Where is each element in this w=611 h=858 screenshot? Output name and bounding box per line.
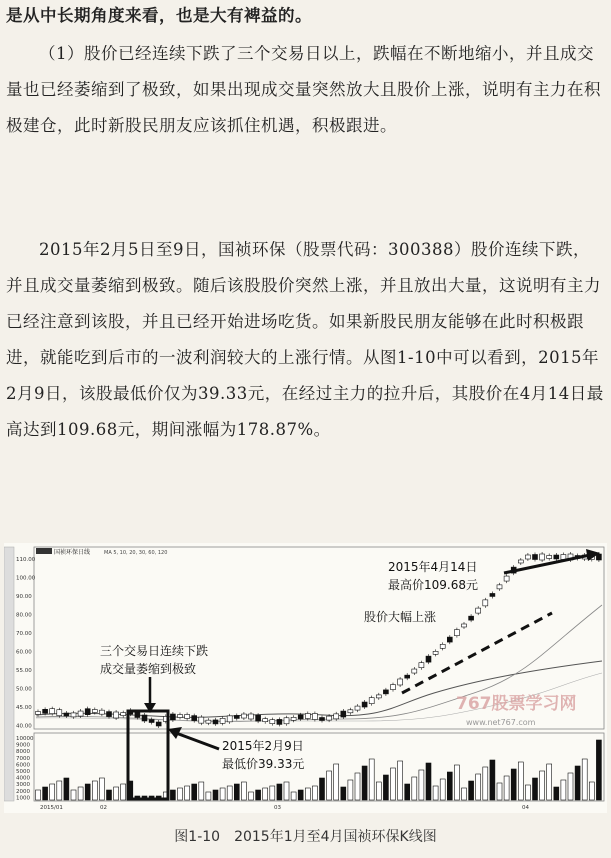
price-tick-label: 40.00 <box>16 723 32 730</box>
candle <box>78 711 83 716</box>
volume-bar <box>249 792 254 800</box>
volume-bar <box>199 782 204 800</box>
volume-tick-label: 5000 <box>16 769 30 775</box>
volume-bar <box>43 787 48 800</box>
annotation-rise: 股价大幅上涨 <box>364 610 437 624</box>
candle <box>547 556 552 559</box>
volume-tick-label: 1000 <box>16 795 30 802</box>
volume-bar <box>454 765 459 800</box>
volume-bars <box>36 740 602 800</box>
price-tick-label: 55.00 <box>16 668 32 674</box>
price-tick-label: 45.00 <box>16 705 32 711</box>
candle <box>284 718 289 724</box>
candle <box>540 554 545 560</box>
volume-bar <box>213 790 218 800</box>
text-line-0: 是从中长期角度来看，也是大有裨益的。 <box>6 6 312 25</box>
candle <box>234 715 239 718</box>
volume-bar <box>490 760 495 800</box>
candle <box>298 715 303 719</box>
candle <box>320 718 325 721</box>
candle <box>525 555 530 559</box>
candle <box>199 717 204 723</box>
price-tick-label: 70.00 <box>16 631 32 637</box>
candle <box>440 644 445 648</box>
annotation-low-date: 2015年2月9日 <box>222 739 304 753</box>
candle <box>533 555 538 560</box>
volume-bar <box>497 783 502 800</box>
volume-bar <box>64 778 69 800</box>
candle <box>462 624 467 627</box>
volume-bar <box>362 766 367 800</box>
volume-bar <box>71 790 76 800</box>
volume-bar <box>540 771 545 800</box>
volume-bar <box>483 767 488 800</box>
candle <box>178 715 183 718</box>
volume-bar <box>36 790 41 800</box>
volume-bar <box>554 787 559 800</box>
volume-bar <box>107 790 112 800</box>
volume-bar <box>596 740 601 800</box>
volume-bar <box>50 784 55 800</box>
volume-bar <box>525 785 530 800</box>
watermark-url: www.net767.com <box>466 718 536 727</box>
candle <box>71 713 76 717</box>
volume-bar <box>533 778 538 800</box>
volume-bar <box>170 790 175 800</box>
volume-bar <box>433 786 438 800</box>
volume-bar <box>256 790 261 800</box>
volume-bar <box>462 788 467 800</box>
volume-bar <box>320 778 325 800</box>
date-tick-label: 04 <box>522 805 529 811</box>
candle <box>483 600 488 606</box>
volume-bar <box>121 784 126 800</box>
candle <box>490 593 495 596</box>
candle <box>327 716 332 720</box>
candle <box>206 720 211 723</box>
volume-bar <box>284 782 289 800</box>
volume-bar <box>99 778 104 800</box>
volume-bar <box>412 777 417 800</box>
volume-tick-label: 4000 <box>16 775 30 782</box>
volume-bar <box>185 786 190 800</box>
price-tick-label: 50.00 <box>16 686 32 693</box>
candle <box>156 722 161 726</box>
candle <box>220 718 225 723</box>
volume-bar <box>192 784 197 800</box>
volume-bar <box>391 768 396 800</box>
candle <box>185 714 190 718</box>
volume-bar <box>312 786 317 800</box>
candle <box>43 709 48 713</box>
candle <box>334 714 339 719</box>
candle <box>348 710 353 713</box>
volume-bar <box>398 761 403 800</box>
kline-figure <box>4 543 607 813</box>
candle <box>270 720 275 724</box>
date-tick-label: 2015/01 <box>40 805 63 811</box>
volume-bar <box>234 784 239 800</box>
candle <box>405 675 410 678</box>
candle <box>497 585 502 589</box>
candle <box>149 720 154 723</box>
candle <box>263 719 268 722</box>
candle <box>355 706 360 710</box>
volume-bar <box>518 762 523 800</box>
volume-bar <box>291 792 296 800</box>
volume-bar <box>511 769 516 800</box>
volume-tick-label: 8000 <box>16 749 30 756</box>
price-tick-label: 100.00 <box>16 575 36 582</box>
candle <box>249 714 254 719</box>
volume-bar <box>305 788 310 800</box>
volume-bar <box>376 782 381 800</box>
volume-tick-label: 6000 <box>16 762 30 769</box>
candle <box>504 576 509 581</box>
candle <box>376 695 381 698</box>
volume-bar <box>341 787 346 800</box>
date-tick-label: 02 <box>100 805 107 811</box>
candle <box>107 712 112 717</box>
price-tick-label: 80.00 <box>16 612 32 619</box>
volume-bar <box>589 782 594 800</box>
candle <box>114 712 119 718</box>
volume-bar <box>334 764 339 800</box>
volume-tick-label: 9000 <box>16 742 30 749</box>
candle <box>142 715 147 721</box>
volume-bar <box>426 763 431 800</box>
volume-bar <box>57 781 62 800</box>
volume-bar <box>469 781 474 800</box>
candle <box>256 715 261 721</box>
volume-bar <box>568 773 573 800</box>
candle <box>64 713 69 716</box>
volume-bar <box>561 780 566 800</box>
candle <box>192 716 197 721</box>
volume-tick-label: 2000 <box>16 788 30 795</box>
volume-bar <box>327 771 332 800</box>
price-tick-label: 90.00 <box>16 594 32 600</box>
volume-tick-label: 7000 <box>16 755 30 762</box>
candle <box>518 560 523 563</box>
highlight-box <box>128 711 168 799</box>
candle <box>312 714 317 720</box>
candle <box>99 710 104 714</box>
date-tick-label: 03 <box>274 805 281 811</box>
candle <box>369 698 374 704</box>
paragraph-condition-1: （1）股价已经连续下跌了三个交易日以上，跌幅在不断地缩小，并且成交量也已经萎缩到了极致，如果出现成交量突然放大且股价上涨，说明有主力在积极建仓，此时新股民朋友应该抓住机遇，积极跟进。 <box>6 44 601 135</box>
volume-bar <box>263 788 268 800</box>
candle <box>305 714 310 719</box>
volume-bar <box>85 784 90 800</box>
svg-text:MA 5, 10, 20, 30, 60, 120: MA 5, 10, 20, 30, 60, 120 <box>104 550 168 556</box>
volume-bar <box>206 792 211 800</box>
volume-bar <box>575 766 580 800</box>
annotation-box-line2: 成交量萎缩到极致 <box>100 662 197 676</box>
candle <box>454 630 459 636</box>
annotation-high-price: 最高价109.68元 <box>388 578 478 592</box>
volume-bar <box>241 782 246 800</box>
volume-bar <box>270 786 275 800</box>
candle <box>241 714 246 718</box>
figure-caption: 图1-10 2015年1月至4月国祯环保K线图 <box>174 829 437 845</box>
volume-tick-label: 3000 <box>16 782 30 789</box>
candle <box>291 717 296 720</box>
volume-tick-label: 10000 <box>16 736 34 742</box>
candle <box>419 663 424 668</box>
candle <box>277 719 282 724</box>
price-tick-label: 110.00 <box>16 557 36 563</box>
candle <box>398 679 403 685</box>
volume-bar <box>78 787 83 800</box>
candle <box>476 608 481 613</box>
volume-bar <box>227 786 232 800</box>
candle <box>92 710 97 713</box>
volume-bar <box>582 759 587 800</box>
volume-bar <box>348 780 353 800</box>
volume-bar <box>419 770 424 800</box>
candle <box>391 685 396 690</box>
candle <box>447 637 452 642</box>
candle <box>85 709 90 715</box>
annotation-high-date: 2015年4月14日 <box>388 560 478 574</box>
volume-bar <box>440 779 445 800</box>
volume-bar <box>355 773 360 800</box>
candle <box>170 714 175 720</box>
candle <box>412 669 417 673</box>
candle <box>36 712 41 715</box>
price-tick-label: 60.00 <box>16 649 32 656</box>
annotation-box-line1: 三个交易日连续下跌 <box>100 644 209 658</box>
volume-bar <box>447 772 452 800</box>
volume-bar <box>369 759 374 800</box>
volume-bar <box>504 776 509 800</box>
candle <box>213 720 218 724</box>
candle <box>341 711 346 717</box>
candle <box>227 716 232 722</box>
candle <box>433 651 438 654</box>
candle <box>121 713 126 716</box>
volume-bar <box>383 775 388 800</box>
volume-bar <box>220 788 225 800</box>
annotation-low-price: 最低价39.33元 <box>222 757 305 771</box>
stock-label: 国祯环保日线 <box>54 549 91 556</box>
volume-bar <box>114 787 119 800</box>
watermark: 767股票学习网 <box>456 694 577 714</box>
volume-bar <box>476 774 481 800</box>
candle <box>57 710 62 716</box>
volume-bar <box>405 784 410 800</box>
candle <box>554 555 559 559</box>
candle <box>383 690 388 694</box>
volume-bar <box>277 784 282 800</box>
volume-bar <box>298 790 303 800</box>
candle <box>135 713 140 718</box>
candle <box>50 709 55 714</box>
paragraph-case-study: 2015年2月5日至9日，国祯环保（股票代码：300388）股价连续下跌，并且成交量萎缩到极致。随后该股股价突然上涨，并且放出大量，这说明有主力已经注意到该股，并且已经开始进场吃货。如果新股民朋友能够在此时积极跟进，就能吃到后市的一波利润较大的上涨行情。从图1-10中可以看到，2015年2月9日，该股最低价仅为39.33元，在经过主力的拉升后，其股价在4月14日最高达到109.68元，期间涨幅为178.87%。 <box>6 240 604 439</box>
kline-chart <box>4 543 607 813</box>
candle <box>362 702 367 707</box>
volume-bar <box>178 788 183 800</box>
candle <box>426 656 431 662</box>
volume-bar <box>92 781 97 800</box>
candle <box>469 616 474 620</box>
candle <box>596 554 601 560</box>
volume-bar <box>547 764 552 800</box>
